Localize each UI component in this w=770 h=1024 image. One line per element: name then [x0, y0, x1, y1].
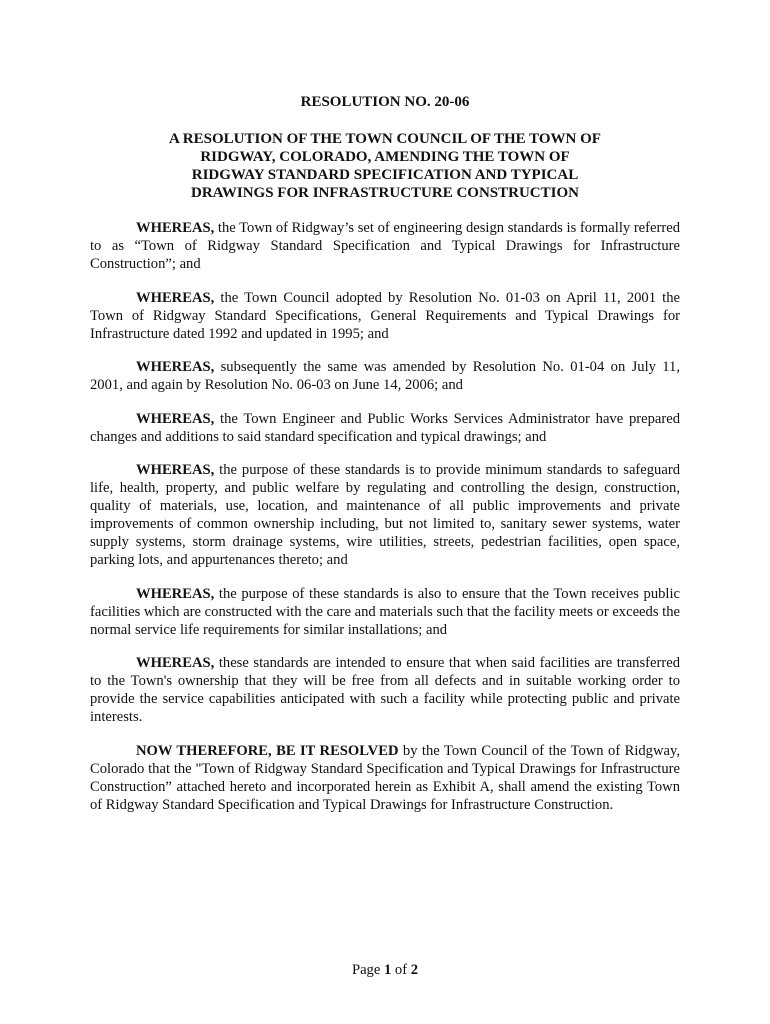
paragraph-text: subsequently the same was amended by Resolution No. 01-04 on July 11, 2001, and again by Resolution No. 06-03 on June 14, 2006; and	[90, 359, 680, 393]
resolution-title-line: RIDGWAY STANDARD SPECIFICATION AND TYPICAL	[191, 167, 579, 183]
paragraph-lead: WHEREAS,	[136, 585, 215, 602]
paragraph-lead: WHEREAS,	[136, 462, 215, 478]
whereas-paragraph	[90, 654, 680, 726]
page-of: of	[391, 962, 411, 978]
paragraph-lead: WHEREAS,	[136, 359, 215, 375]
paragraph-lead: WHEREAS,	[136, 289, 215, 306]
page-current: 1	[383, 962, 392, 978]
paragraph-lead: WHEREAS,	[136, 220, 215, 236]
resolution-title-line: DRAWINGS FOR INFRASTRUCTURE CONSTRUCTION	[191, 185, 579, 201]
resolution-body	[90, 219, 680, 829]
paragraph-lead: WHEREAS,	[136, 655, 215, 671]
paragraph-lead: WHEREAS,	[136, 410, 215, 427]
whereas-paragraph	[90, 358, 680, 394]
paragraph-text: the purpose of these standards is to provide minimum standards to safeguard life, health, property, and public welfare by regulating and controlling the design, construction, quality of materials, use, location, and maintenance of all public improvements and private improvements of common ownership including, but not limited to, sanitary sewer systems, water supply systems, storm drainage systems, wire utilities, streets, pedestrian facilities, open space, parking lots, and appurtenances thereto; and	[90, 462, 680, 568]
resolution-number: RESOLUTION NO. 20-06	[300, 94, 470, 110]
whereas-paragraph	[90, 219, 680, 273]
whereas-paragraph	[90, 461, 680, 569]
resolution-title-line: RIDGWAY, COLORADO, AMENDING THE TOWN OF	[200, 149, 570, 165]
paragraph-lead: NOW THEREFORE, BE IT RESOLVED	[136, 742, 399, 759]
page-label: Page	[351, 962, 384, 978]
whereas-paragraph	[90, 410, 680, 446]
page-number-footer	[0, 961, 770, 979]
whereas-paragraph	[90, 289, 680, 343]
resolved-paragraph	[90, 742, 680, 814]
paragraph-text: these standards are intended to ensure that when said facilities are transferred to the Town's ownership that they will be free from all defects and in suitable working order to provide the service capabilities anticipated with such a facility while protecting public and private interests.	[90, 655, 680, 725]
paragraph-text: the Town Council adopted by Resolution No. 01-03 on April 11, 2001 the Town of Ridgway Standard Specifications, General Requirements and Typical Drawings for Infrastructure dated 1992 and updated in 1995; and	[90, 289, 680, 342]
paragraph-text: the Town Engineer and Public Works Services Administrator have prepared changes and additions to said standard specification and typical drawings; and	[90, 410, 680, 445]
resolution-title-line: A RESOLUTION OF THE TOWN COUNCIL OF THE TOWN OF	[169, 131, 601, 147]
page-total: 2	[410, 962, 419, 978]
resolution-title	[130, 130, 640, 202]
paragraph-text: the Town of Ridgway’s set of engineering design standards is formally referred to as “Town of Ridgway Standard Specification and Typical Drawings for Infrastructure Construction”; and	[90, 220, 680, 272]
whereas-paragraph	[90, 585, 680, 639]
paragraph-text: the purpose of these standards is also to ensure that the Town receives public facilities which are constructed with the care and materials such that the facility meets or exceeds the normal service life requirements for similar installations; and	[90, 585, 680, 638]
paragraph-text: by the Town Council of the Town of Ridgway, Colorado that the "Town of Ridgway Standard Specification and Typical Drawings for Infrastructure Construction” attached hereto and incorporated herein as Exhibit A, shall amend the existing Town of Ridgway Standard Specification and Typical Drawings for Infrastructure Construction.	[90, 742, 680, 813]
